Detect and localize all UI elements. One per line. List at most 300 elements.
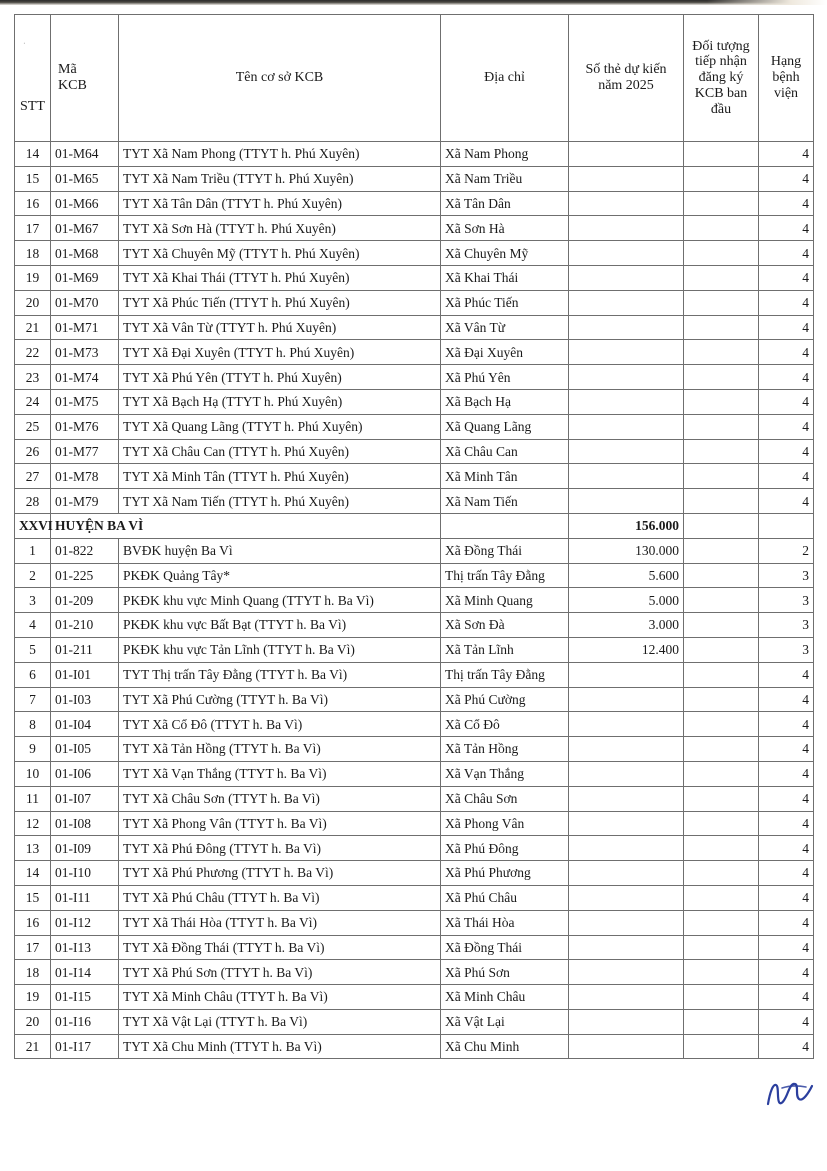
cell-dia-chi: Xã Phú Yên (441, 365, 569, 390)
cell-doi-tuong (684, 1034, 759, 1059)
cell-dia-chi: Thị trấn Tây Đằng (441, 662, 569, 687)
cell-hang-benh-vien: 4 (759, 761, 814, 786)
cell-stt: 18 (15, 241, 51, 266)
cell-hang-benh-vien: 4 (759, 985, 814, 1010)
cell-ten-co-so: TYT Xã Bạch Hạ (TTYT h. Phú Xuyên) (119, 389, 441, 414)
table-row (15, 662, 814, 687)
cell-ma-kcb: 01-I09 (51, 836, 119, 861)
cell-doi-tuong (684, 538, 759, 563)
cell-hang-benh-vien: 4 (759, 861, 814, 886)
cell-so-the (569, 960, 684, 985)
cell-doi-tuong (684, 811, 759, 836)
cell-so-the: 5.000 (569, 588, 684, 613)
cell-so-the (569, 761, 684, 786)
cell-hang-benh-vien: 4 (759, 885, 814, 910)
table-row (15, 389, 814, 414)
table-row (15, 613, 814, 638)
cell-ma-kcb: 01-I07 (51, 786, 119, 811)
cell-doi-tuong (684, 588, 759, 613)
cell-stt: 16 (15, 191, 51, 216)
cell-doi-tuong (684, 241, 759, 266)
cell-ten-co-so: TYT Xã Châu Can (TTYT h. Phú Xuyên) (119, 439, 441, 464)
table-row (15, 365, 814, 390)
table-row (15, 340, 814, 365)
cell-dia-chi: Xã Khai Thái (441, 265, 569, 290)
cell-dia-chi: Xã Minh Tân (441, 464, 569, 489)
table-row (15, 737, 814, 762)
cell-doi-tuong (684, 960, 759, 985)
cell-stt: 23 (15, 365, 51, 390)
cell-ten-co-so: TYT Xã Khai Thái (TTYT h. Phú Xuyên) (119, 265, 441, 290)
cell-hang-benh-vien: 4 (759, 1009, 814, 1034)
table-row (15, 960, 814, 985)
cell-doi-tuong (684, 290, 759, 315)
cell-ten-co-so: TYT Xã Nam Triều (TTYT h. Phú Xuyên) (119, 166, 441, 191)
cell-stt: 3 (15, 588, 51, 613)
cell-ten-co-so: TYT Xã Tản Hồng (TTYT h. Ba Vì) (119, 737, 441, 762)
cell-dia-chi: Xã Nam Triều (441, 166, 569, 191)
cell-stt: 13 (15, 836, 51, 861)
cell-ma-kcb: 01-209 (51, 588, 119, 613)
cell-ten-co-so: TYT Xã Phú Châu (TTYT h. Ba Vì) (119, 885, 441, 910)
cell-so-the (569, 290, 684, 315)
cell-hang-benh-vien: 4 (759, 960, 814, 985)
cell-doi-tuong (684, 885, 759, 910)
cell-stt: 10 (15, 761, 51, 786)
cell-hang-benh-vien: 4 (759, 340, 814, 365)
cell-stt: 6 (15, 662, 51, 687)
cell-doi-tuong (684, 836, 759, 861)
cell-ten-co-so: TYT Xã Cổ Đô (TTYT h. Ba Vì) (119, 712, 441, 737)
cell-ma-kcb: 01-M66 (51, 191, 119, 216)
cell-doi-tuong (684, 687, 759, 712)
cell-ma-kcb: 01-M74 (51, 365, 119, 390)
cell-so-the (569, 662, 684, 687)
cell-ma-kcb: 01-M68 (51, 241, 119, 266)
cell-doi-tuong (684, 712, 759, 737)
cell-ma-kcb: 01-I11 (51, 885, 119, 910)
cell-so-the (569, 340, 684, 365)
cell-dia-chi: Xã Đồng Thái (441, 538, 569, 563)
cell-so-the: 3.000 (569, 613, 684, 638)
cell-so-the (569, 414, 684, 439)
cell-stt: 26 (15, 439, 51, 464)
table-row (15, 786, 814, 811)
cell-ten-co-so: TYT Thị trấn Tây Đằng (TTYT h. Ba Vì) (119, 662, 441, 687)
table-row (15, 464, 814, 489)
cell-stt: 2 (15, 563, 51, 588)
cell-ten-co-so: TYT Xã Phú Đông (TTYT h. Ba Vì) (119, 836, 441, 861)
cell-stt: XXVI (15, 513, 51, 538)
cell-hang-benh-vien: 3 (759, 613, 814, 638)
cell-hang-benh-vien: 4 (759, 142, 814, 167)
cell-so-the (569, 712, 684, 737)
cell-dia-chi: Xã Chuyên Mỹ (441, 241, 569, 266)
cell-ma-kcb: 01-I15 (51, 985, 119, 1010)
cell-doi-tuong (684, 389, 759, 414)
cell-so-the (569, 191, 684, 216)
table-row (15, 538, 814, 563)
cell-stt: 4 (15, 613, 51, 638)
cell-hang-benh-vien: 3 (759, 637, 814, 662)
cell-dia-chi: Thị trấn Tây Đằng (441, 563, 569, 588)
cell-hang-benh-vien: 4 (759, 489, 814, 514)
table-row (15, 985, 814, 1010)
cell-ten-co-so: TYT Xã Phú Sơn (TTYT h. Ba Vì) (119, 960, 441, 985)
table-row (15, 142, 814, 167)
column-header-hang-benh-vien (759, 15, 814, 142)
cell-ten-co-so: TYT Xã Nam Phong (TTYT h. Phú Xuyên) (119, 142, 441, 167)
cell-dia-chi: Xã Vân Từ (441, 315, 569, 340)
cell-doi-tuong (684, 265, 759, 290)
cell-ten-co-so: TYT Xã Minh Châu (TTYT h. Ba Vì) (119, 985, 441, 1010)
cell-doi-tuong (684, 910, 759, 935)
cell-so-the (569, 1034, 684, 1059)
cell-ten-co-so: TYT Xã Vật Lại (TTYT h. Ba Vì) (119, 1009, 441, 1034)
cell-doi-tuong (684, 142, 759, 167)
cell-so-the (569, 142, 684, 167)
table-row (15, 861, 814, 886)
cell-ma-kcb: 01-M77 (51, 439, 119, 464)
table-row (15, 216, 814, 241)
cell-ten-co-so: TYT Xã Vân Từ (TTYT h. Phú Xuyên) (119, 315, 441, 340)
cell-hang-benh-vien: 4 (759, 439, 814, 464)
cell-stt: 20 (15, 1009, 51, 1034)
cell-hang-benh-vien: 4 (759, 290, 814, 315)
table-row (15, 315, 814, 340)
cell-hang-benh-vien: 4 (759, 712, 814, 737)
column-header-ten-co-so: Tên cơ sở KCB (119, 15, 441, 142)
cell-so-the (569, 885, 684, 910)
cell-ten-co-so: TYT Xã Phúc Tiến (TTYT h. Phú Xuyên) (119, 290, 441, 315)
cell-stt: 15 (15, 885, 51, 910)
cell-stt: 9 (15, 737, 51, 762)
table-row (15, 935, 814, 960)
column-header-ma-kcb-line1: Mã (58, 62, 77, 78)
cell-doi-tuong (684, 216, 759, 241)
cell-so-the (569, 811, 684, 836)
cell-ma-kcb: 01-M75 (51, 389, 119, 414)
cell-hang-benh-vien: 4 (759, 216, 814, 241)
cell-stt: 14 (15, 142, 51, 167)
table-row (15, 836, 814, 861)
table-row (15, 1034, 814, 1059)
cell-dia-chi: Xã Nam Tiến (441, 489, 569, 514)
cell-doi-tuong (684, 489, 759, 514)
cell-hang-benh-vien: 3 (759, 563, 814, 588)
cell-so-the (569, 737, 684, 762)
cell-dia-chi: Xã Nam Phong (441, 142, 569, 167)
cell-ma-kcb: HUYỆN BA VÌ (51, 513, 441, 538)
cell-ma-kcb: 01-M73 (51, 340, 119, 365)
cell-dia-chi: Xã Châu Can (441, 439, 569, 464)
table-row (15, 588, 814, 613)
table-row (15, 489, 814, 514)
cell-ma-kcb: 01-M76 (51, 414, 119, 439)
cell-stt: 21 (15, 315, 51, 340)
cell-so-the: 130.000 (569, 538, 684, 563)
cell-doi-tuong (684, 662, 759, 687)
cell-ma-kcb: 01-M78 (51, 464, 119, 489)
table-row (15, 637, 814, 662)
cell-doi-tuong (684, 737, 759, 762)
cell-ma-kcb: 01-I01 (51, 662, 119, 687)
cell-stt: 27 (15, 464, 51, 489)
column-header-doi-tuong-line5: đầu (710, 101, 732, 117)
cell-so-the (569, 1009, 684, 1034)
cell-so-the (569, 216, 684, 241)
cell-hang-benh-vien: 4 (759, 464, 814, 489)
cell-hang-benh-vien: 4 (759, 389, 814, 414)
kcb-facility-table (14, 14, 814, 1059)
cell-stt: 19 (15, 985, 51, 1010)
cell-stt: 8 (15, 712, 51, 737)
table-row (15, 191, 814, 216)
cell-doi-tuong (684, 637, 759, 662)
cell-stt: 21 (15, 1034, 51, 1059)
column-header-dia-chi: Địa chỉ (441, 15, 569, 142)
cell-doi-tuong (684, 464, 759, 489)
cell-ma-kcb: 01-I16 (51, 1009, 119, 1034)
column-header-doi-tuong-line3: đăng ký (698, 70, 744, 86)
cell-so-the (569, 786, 684, 811)
cell-ma-kcb: 01-211 (51, 637, 119, 662)
cell-stt: 15 (15, 166, 51, 191)
column-header-hang-line1: Hạng (770, 54, 802, 70)
cell-ma-kcb: 01-I03 (51, 687, 119, 712)
cell-hang-benh-vien: 4 (759, 191, 814, 216)
column-header-stt: STT (15, 15, 51, 142)
cell-dia-chi: Xã Đồng Thái (441, 935, 569, 960)
cell-ten-co-so: TYT Xã Phú Yên (TTYT h. Phú Xuyên) (119, 365, 441, 390)
cell-stt: 1 (15, 538, 51, 563)
cell-stt: 25 (15, 414, 51, 439)
cell-ten-co-so: TYT Xã Chu Minh (TTYT h. Ba Vì) (119, 1034, 441, 1059)
cell-ma-kcb: 01-I04 (51, 712, 119, 737)
cell-doi-tuong (684, 315, 759, 340)
column-header-so-the-line2: năm 2025 (598, 78, 654, 93)
cell-hang-benh-vien: 4 (759, 737, 814, 762)
cell-dia-chi: Xã Sơn Hà (441, 216, 569, 241)
cell-ma-kcb: 01-M65 (51, 166, 119, 191)
cell-dia-chi: Xã Minh Châu (441, 985, 569, 1010)
cell-ten-co-so: TYT Xã Vạn Thắng (TTYT h. Ba Vì) (119, 761, 441, 786)
cell-stt: 11 (15, 786, 51, 811)
table-header-row (15, 15, 814, 142)
cell-stt: 19 (15, 265, 51, 290)
table-row (15, 1009, 814, 1034)
cell-ma-kcb: 01-M71 (51, 315, 119, 340)
cell-dia-chi: Xã Phú Đông (441, 836, 569, 861)
column-header-so-the-line1: Số thẻ dự kiến (585, 62, 667, 78)
cell-ten-co-so: TYT Xã Sơn Hà (TTYT h. Phú Xuyên) (119, 216, 441, 241)
cell-ma-kcb: 01-I08 (51, 811, 119, 836)
column-header-hang-line2: bệnh (772, 70, 800, 86)
cell-so-the: 12.400 (569, 637, 684, 662)
cell-doi-tuong (684, 414, 759, 439)
cell-dia-chi: Xã Phong Vân (441, 811, 569, 836)
cell-dia-chi (441, 513, 569, 538)
table-section-row (15, 513, 814, 538)
cell-stt: 12 (15, 811, 51, 836)
column-header-doi-tuong-line1: Đối tượng (692, 38, 750, 54)
cell-dia-chi: Xã Vạn Thắng (441, 761, 569, 786)
cell-so-the (569, 861, 684, 886)
cell-ten-co-so: PKĐK khu vực Minh Quang (TTYT h. Ba Vì) (119, 588, 441, 613)
cell-ten-co-so: TYT Xã Thái Hòa (TTYT h. Ba Vì) (119, 910, 441, 935)
cell-so-the (569, 315, 684, 340)
cell-ma-kcb: 01-I05 (51, 737, 119, 762)
cell-dia-chi: Xã Quang Lãng (441, 414, 569, 439)
cell-ma-kcb: 01-I14 (51, 960, 119, 985)
cell-hang-benh-vien: 4 (759, 166, 814, 191)
cell-dia-chi: Xã Phú Cường (441, 687, 569, 712)
cell-stt: 24 (15, 389, 51, 414)
table-row (15, 910, 814, 935)
cell-ten-co-so: PKĐK khu vực Tản Lĩnh (TTYT h. Ba Vì) (119, 637, 441, 662)
table-row (15, 265, 814, 290)
table-row (15, 811, 814, 836)
cell-stt: 17 (15, 935, 51, 960)
cell-dia-chi: Xã Phúc Tiến (441, 290, 569, 315)
cell-dia-chi: Xã Tản Lĩnh (441, 637, 569, 662)
cell-ten-co-so: TYT Xã Quang Lãng (TTYT h. Phú Xuyên) (119, 414, 441, 439)
cell-dia-chi: Xã Phú Sơn (441, 960, 569, 985)
cell-hang-benh-vien: 4 (759, 687, 814, 712)
cell-ma-kcb: 01-225 (51, 563, 119, 588)
cell-stt: 7 (15, 687, 51, 712)
cell-ma-kcb: 01-M79 (51, 489, 119, 514)
cell-ten-co-so: TYT Xã Tân Dân (TTYT h. Phú Xuyên) (119, 191, 441, 216)
cell-so-the (569, 265, 684, 290)
cell-so-the (569, 365, 684, 390)
column-header-hang-line3: viện (773, 85, 799, 101)
cell-hang-benh-vien: 4 (759, 414, 814, 439)
cell-stt: 17 (15, 216, 51, 241)
cell-doi-tuong (684, 613, 759, 638)
cell-doi-tuong (684, 1009, 759, 1034)
cell-ten-co-so: TYT Xã Đại Xuyên (TTYT h. Phú Xuyên) (119, 340, 441, 365)
cell-hang-benh-vien: 4 (759, 265, 814, 290)
cell-so-the (569, 389, 684, 414)
cell-stt: 16 (15, 910, 51, 935)
cell-ten-co-so: TYT Xã Đồng Thái (TTYT h. Ba Vì) (119, 935, 441, 960)
cell-stt: 14 (15, 861, 51, 886)
cell-so-the (569, 910, 684, 935)
cell-hang-benh-vien: 3 (759, 588, 814, 613)
cell-doi-tuong (684, 761, 759, 786)
cell-so-the (569, 489, 684, 514)
cell-doi-tuong (684, 166, 759, 191)
column-header-doi-tuong-line2: tiếp nhận (695, 54, 747, 70)
cell-hang-benh-vien: 4 (759, 365, 814, 390)
table-header (15, 15, 814, 142)
cell-ma-kcb: 01-M69 (51, 265, 119, 290)
cell-ten-co-so: TYT Xã Phong Vân (TTYT h. Ba Vì) (119, 811, 441, 836)
table-row (15, 885, 814, 910)
cell-ma-kcb: 01-822 (51, 538, 119, 563)
cell-ma-kcb: 01-I17 (51, 1034, 119, 1059)
cell-ten-co-so: TYT Xã Phú Cường (TTYT h. Ba Vì) (119, 687, 441, 712)
cell-dia-chi: Xã Phú Châu (441, 885, 569, 910)
cell-ten-co-so: TYT Xã Chuyên Mỹ (TTYT h. Phú Xuyên) (119, 241, 441, 266)
cell-hang-benh-vien: 4 (759, 910, 814, 935)
cell-doi-tuong (684, 191, 759, 216)
cell-doi-tuong (684, 365, 759, 390)
cell-stt: 28 (15, 489, 51, 514)
cell-hang-benh-vien: 4 (759, 811, 814, 836)
cell-hang-benh-vien (759, 513, 814, 538)
cell-doi-tuong (684, 513, 759, 538)
table-row (15, 290, 814, 315)
column-header-ma-kcb-line2: KCB (58, 78, 87, 93)
cell-ma-kcb: 01-I06 (51, 761, 119, 786)
table-body (15, 142, 814, 1059)
cell-hang-benh-vien: 4 (759, 786, 814, 811)
cell-hang-benh-vien: 4 (759, 1034, 814, 1059)
table-row (15, 687, 814, 712)
cell-dia-chi: Xã Sơn Đà (441, 613, 569, 638)
cell-hang-benh-vien: 4 (759, 935, 814, 960)
cell-dia-chi: Xã Chu Minh (441, 1034, 569, 1059)
cell-doi-tuong (684, 563, 759, 588)
cell-doi-tuong (684, 340, 759, 365)
cell-ten-co-so: PKĐK khu vực Bất Bạt (TTYT h. Ba Vì) (119, 613, 441, 638)
cell-so-the (569, 241, 684, 266)
cell-stt: 18 (15, 960, 51, 985)
cell-dia-chi: Xã Phú Phương (441, 861, 569, 886)
cell-doi-tuong (684, 439, 759, 464)
cell-so-the: 5.600 (569, 563, 684, 588)
cell-stt: 5 (15, 637, 51, 662)
column-header-ma-kcb (51, 15, 119, 142)
cell-so-the (569, 836, 684, 861)
cell-ten-co-so: PKĐK Quảng Tây* (119, 563, 441, 588)
cell-ten-co-so: TYT Xã Minh Tân (TTYT h. Phú Xuyên) (119, 464, 441, 489)
column-header-doi-tuong (684, 15, 759, 142)
cell-so-the (569, 687, 684, 712)
table-row (15, 166, 814, 191)
stray-ink-speck: · (21, 37, 28, 49)
cell-ma-kcb: 01-M67 (51, 216, 119, 241)
cell-hang-benh-vien: 4 (759, 836, 814, 861)
cell-dia-chi: Xã Châu Sơn (441, 786, 569, 811)
cell-doi-tuong (684, 861, 759, 886)
table-row (15, 241, 814, 266)
cell-dia-chi: Xã Bạch Hạ (441, 389, 569, 414)
column-header-so-the (569, 15, 684, 142)
cell-doi-tuong (684, 935, 759, 960)
cell-so-the (569, 166, 684, 191)
cell-ma-kcb: 01-210 (51, 613, 119, 638)
cell-so-the (569, 935, 684, 960)
cell-so-the (569, 439, 684, 464)
cell-dia-chi: Xã Thái Hòa (441, 910, 569, 935)
cell-ten-co-so: TYT Xã Nam Tiến (TTYT h. Phú Xuyên) (119, 489, 441, 514)
cell-hang-benh-vien: 4 (759, 241, 814, 266)
cell-ma-kcb: 01-M70 (51, 290, 119, 315)
cell-ma-kcb: 01-I10 (51, 861, 119, 886)
cell-doi-tuong (684, 985, 759, 1010)
signature-initial (762, 1078, 814, 1112)
cell-so-the (569, 985, 684, 1010)
cell-dia-chi: Xã Đại Xuyên (441, 340, 569, 365)
cell-stt: 22 (15, 340, 51, 365)
cell-dia-chi: Xã Tân Dân (441, 191, 569, 216)
cell-ma-kcb: 01-I12 (51, 910, 119, 935)
table-row (15, 712, 814, 737)
cell-dia-chi: Xã Tản Hồng (441, 737, 569, 762)
